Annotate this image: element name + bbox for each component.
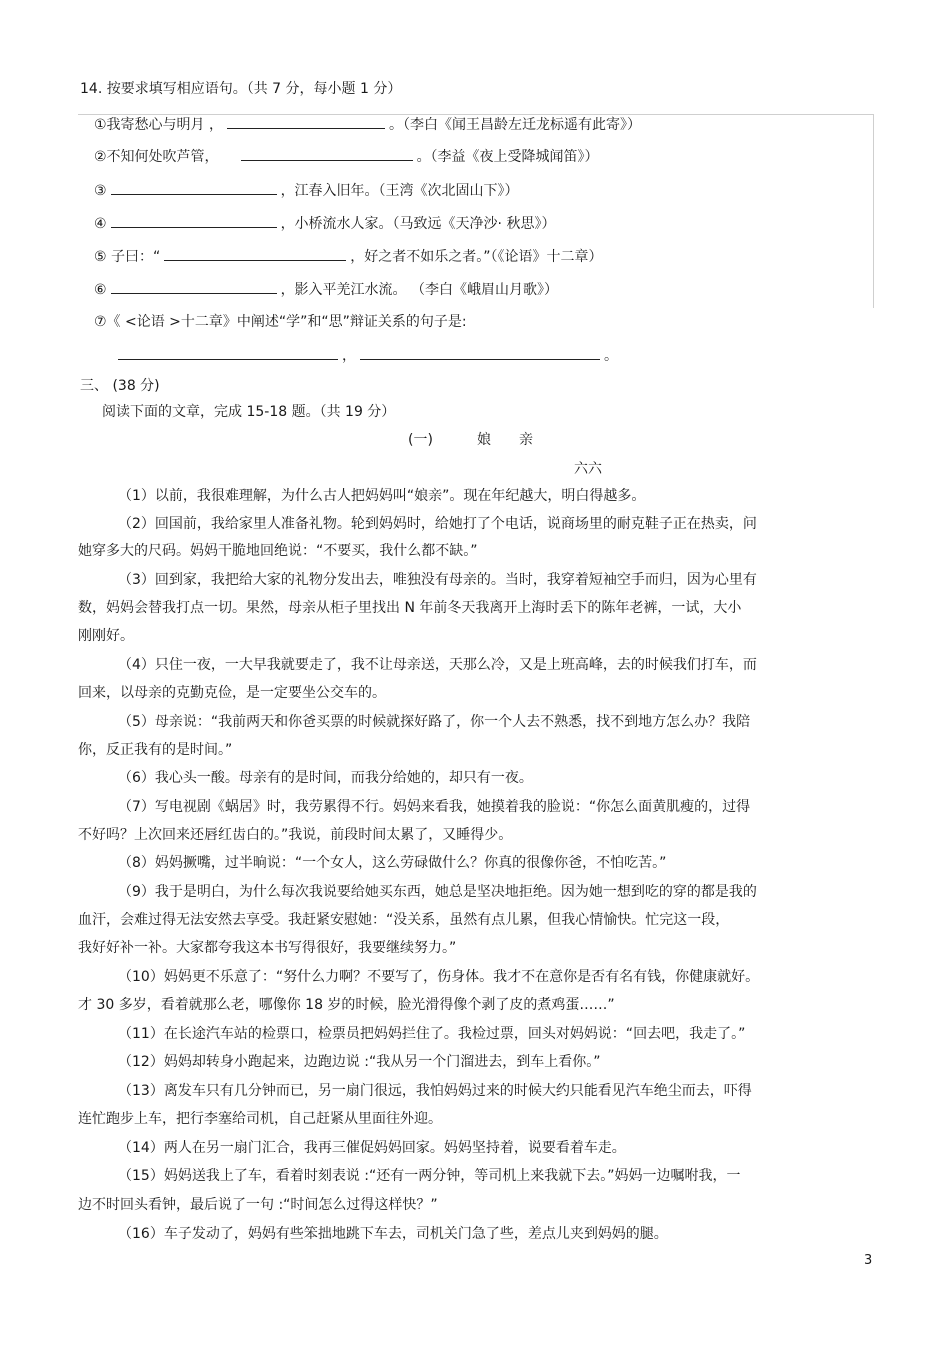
q14-item-7-end: 。 — [604, 348, 618, 364]
q14-item-2-post: 。（李益《夜上受降城闻笛》） — [416, 149, 599, 165]
q14-item-5-blank[interactable] — [164, 246, 346, 261]
paragraph-line: （15）妈妈送我上了车，看着时刻表说 :“还有一两分钟，等司机上来我就下去。”妈妈一边嘱咐我，一 — [118, 1168, 741, 1184]
q14-item-1-pre: ①我寄愁心与明月 ， — [94, 117, 224, 133]
paragraph-line: （1）以前，我很难理解，为什么古人把妈妈叫“娘亲”。现在年纪越大，明白得越多。 — [118, 488, 646, 504]
paragraph-line: （13）离发车只有几分钟而已，另一扇门很远，我怕妈妈过来的时候大约只能看见汽车绝尘而去，吓得 — [118, 1083, 752, 1099]
paragraph-line: 不好吗？上次回来还唇红齿白的。”我说，前段时间太累了，又睡得少。 — [78, 827, 513, 843]
article-author: 六六 — [574, 461, 602, 477]
q14-item-4-post: ，小桥流水人家。（马致远《天净沙· 秋思》） — [280, 216, 556, 232]
article-title — [408, 431, 533, 449]
paragraph-line: 刚刚好。 — [78, 628, 134, 644]
q14-item-3-pre: ③ — [94, 183, 107, 199]
q14-item-3-blank[interactable] — [111, 180, 277, 195]
article-title-char-2: 亲 — [518, 432, 533, 448]
q14-item-6-pre: ⑥ — [94, 282, 107, 298]
paragraph-line: 血汗，会难过得无法安然去享受。我赶紧安慰她：“没关系，虽然有点儿累，但我心情愉快。忙完这一段， — [78, 912, 730, 928]
q14-item-1-post: 。（李白《闻王昌龄左迁龙标遥有此寄》） — [389, 117, 642, 133]
paragraph-line: （3）回到家，我把给大家的礼物分发出去，唯独没有母亲的。当时，我穿着短袖空手而归，因为心里有 — [118, 572, 757, 588]
section3-heading: 三、 (38 分) — [80, 378, 160, 394]
paragraph-line: 你，反正我有的是时间。” — [78, 742, 233, 758]
q14-item-6-post: ，影入平羌江水流。 （李白《峨眉山月歌》） — [280, 282, 559, 298]
q14-item-4-pre: ④ — [94, 216, 107, 232]
q14-item-7-answer — [118, 345, 618, 365]
q14-item-2-pre: ②不知何处吹芦管， — [94, 149, 219, 165]
paragraph-line: （4）只住一夜，一大早我就要走了，我不让母亲送，天那么冷，又是上班高峰，去的时候我们打车，而 — [118, 657, 757, 673]
q14-item-6-blank[interactable] — [111, 279, 277, 294]
q14-item-7-blank-1[interactable] — [118, 345, 338, 360]
paragraph-line: （8）妈妈撅嘴，过半晌说：“一个女人，这么劳碌做什么？你真的很像你爸，不怕吃苦。” — [118, 855, 667, 871]
q14-item-7: ⑦《 <论语 >十二章》中阐述“学”和“思”辩证关系的句子是: — [94, 314, 467, 330]
q14-item-5-pre: ⑤ 子曰：“ — [94, 249, 161, 265]
q14-item-7-blank-2[interactable] — [360, 345, 600, 360]
paragraph-line: （6）我心头一酸。母亲有的是时间，而我分给她的，却只有一夜。 — [118, 770, 533, 786]
article-title-char-1: 娘 — [476, 432, 491, 448]
q14-item-1 — [94, 114, 641, 134]
paragraph-line: （2）回国前，我给家里人准备礼物。轮到妈妈时，给她打了个电话，说商场里的耐克鞋子正在热卖，问 — [118, 516, 757, 532]
paragraph-line: 数，妈妈会替我打点一切。果然，母亲从柜子里找出 N 年前冬天我离开上海时丢下的陈年老裤，一试，大小 — [78, 600, 742, 616]
paragraph-line: （11）在长途汽车站的检票口，检票员把妈妈拦住了。我检过票，回头对妈妈说：“回去吧，我走了。” — [118, 1026, 746, 1042]
q14-item-3-post: ，江春入旧年。（王湾《次北固山下》） — [280, 183, 519, 199]
paragraph-line: 回来，以母亲的克勤克俭，是一定要坐公交车的。 — [78, 685, 386, 701]
paragraph-line: （14）两人在另一扇门汇合，我再三催促妈妈回家。妈妈坚持着，说要看着车走。 — [118, 1140, 626, 1156]
answer-frame-right — [873, 114, 874, 308]
paragraph-line: 边不时回头看钟，最后说了一句 :“时间怎么过得这样快？” — [78, 1197, 438, 1213]
q14-heading: 14. 按要求填写相应语句。（共 7 分，每小题 1 分） — [80, 81, 402, 97]
paragraph-line: 我好好补一补。大家都夸我这本书写得很好，我要继续努力。” — [78, 940, 457, 956]
paragraph-line: 才 30 多岁，看着就那么老，哪像你 18 岁的时候，脸光滑得像个剥了皮的煮鸡蛋……” — [78, 997, 615, 1013]
q14-item-4-blank[interactable] — [111, 213, 277, 228]
page-number: 3 — [864, 1253, 873, 1268]
q14-item-4 — [94, 213, 555, 233]
q14-item-7-comma: ， — [342, 348, 356, 364]
paragraph-line: 连忙跑步上车，把行李塞给司机，自己赶紧从里面往外迎。 — [78, 1111, 442, 1127]
q14-item-3 — [94, 180, 519, 200]
section3-instruction: 阅读下面的文章，完成 15-18 题。（共 19 分） — [102, 404, 396, 420]
paragraph-line: （10）妈妈更不乐意了：“努什么力啊？不要写了，伤身体。我才不在意你是否有名有钱，你健康就好。 — [118, 969, 760, 985]
paragraph-line: （9）我于是明白，为什么每次我说要给她买东西，她总是坚决地拒绝。因为她一想到吃的穿的都是我的 — [118, 884, 757, 900]
q14-item-1-blank[interactable] — [227, 114, 385, 129]
q14-item-2-blank[interactable] — [241, 146, 413, 161]
paragraph-line: 她穿多大的尺码。妈妈干脆地回绝说：“不要买，我什么都不缺。” — [78, 543, 478, 559]
article-title-number: (一) — [408, 432, 433, 448]
paragraph-line: （5）母亲说：“我前两天和你爸买票的时候就探好路了，你一个人去不熟悉，找不到地方怎么办？我陪 — [118, 714, 751, 730]
q14-item-6 — [94, 279, 558, 299]
paragraph-line: （12）妈妈却转身小跑起来，边跑边说 :“我从另一个门溜进去，到车上看你。” — [118, 1054, 601, 1070]
q14-item-2 — [94, 146, 599, 166]
q14-item-5 — [94, 246, 603, 266]
paragraph-line: （7）写电视剧《蜗居》时，我劳累得不行。妈妈来看我，她摸着我的脸说：“你怎么面黄肌瘦的，过得 — [118, 799, 751, 815]
paragraph-line: （16）车子发动了，妈妈有些笨拙地跳下车去，司机关门急了些，差点儿夹到妈妈的腿。 — [118, 1226, 668, 1242]
q14-item-5-post: ，好之者不如乐之者。”（《论语》十二章） — [350, 249, 603, 265]
